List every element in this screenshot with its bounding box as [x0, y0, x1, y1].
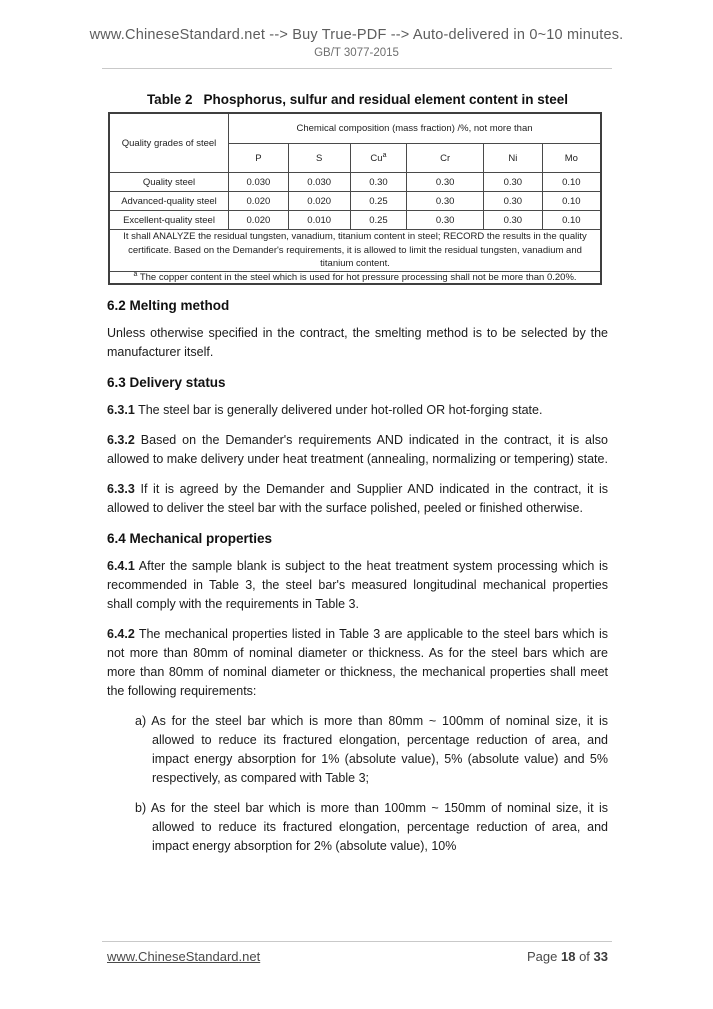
- value-cell: 0.020: [288, 192, 350, 211]
- value-cell: 0.020: [229, 211, 289, 230]
- list-marker: b): [135, 800, 147, 815]
- paragraph-6-4-1: [107, 557, 608, 614]
- clause-text: Based on the Demander's requirements AND indicated in the contract, it is also allowed to make delivery under heat treatment (annealing, normalizing or tempering) state.: [107, 432, 608, 466]
- value-cell: 0.10: [542, 173, 601, 192]
- value-cell: 0.30: [483, 211, 542, 230]
- table2: [108, 112, 602, 285]
- heading-6-3: 6.3 Delivery status: [107, 374, 226, 390]
- table2-note: It shall ANALYZE the residual tungsten, vanadium, titanium content in steel; RECORD the results in the quality certificate. Based on the Demander's requirements, it is allowed to limit the residual tungsten, vanadium and titanium content.: [109, 230, 601, 272]
- value-cell: 0.25: [350, 211, 407, 230]
- clause-number: 6.4.2: [107, 626, 135, 641]
- list-text: As for the steel bar which is more than 100mm ~ 150mm of nominal size, it is allowed to reduce its fractured elongation, percentage reduction of area, and impact energy absorption for 2% (absolute value), 10%: [150, 800, 608, 853]
- clause-number: 6.3.2: [107, 432, 135, 447]
- paragraph-6-3-1: [107, 401, 608, 420]
- paragraph-6-4-2: [107, 625, 608, 701]
- value-cell: 0.30: [407, 192, 484, 211]
- table2-footnote-row: [109, 271, 601, 284]
- list-item: [135, 799, 608, 856]
- table-row: [109, 211, 601, 230]
- paragraph-6-2: Unless otherwise specified in the contract, the smelting method is to be selected by the manufacturer itself.: [107, 325, 608, 359]
- value-cell: 0.030: [288, 173, 350, 192]
- page-header: [0, 0, 713, 69]
- col-header-ni: Ni: [483, 144, 542, 173]
- clause-text: If it is agreed by the Demander and Supplier AND indicated in the contract, it is allowed to deliver the steel bar with the surface polished, peeled or finished otherwise.: [107, 481, 608, 515]
- table-row: [109, 192, 601, 211]
- grade-cell: Quality steel: [109, 173, 229, 192]
- page-content: [107, 92, 608, 856]
- value-cell: 0.030: [229, 173, 289, 192]
- page-current: 18: [560, 949, 576, 964]
- page-total: 33: [593, 949, 608, 964]
- of-label: of: [579, 949, 590, 964]
- clause-number: 6.4.1: [107, 558, 135, 573]
- clause-text: The steel bar is generally delivered under hot-rolled OR hot-forging state.: [138, 402, 543, 417]
- clause-number: 6.3.1: [107, 402, 135, 417]
- paragraph-6-3-2: [107, 431, 608, 469]
- grade-cell: Excellent-quality steel: [109, 211, 229, 230]
- value-cell: 0.10: [542, 211, 601, 230]
- standard-code: GB/T 3077-2015: [314, 47, 399, 59]
- table2-title-text: Phosphorus, sulfur and residual element content in steel: [203, 92, 569, 107]
- footer-divider: [102, 941, 612, 942]
- value-cell: 0.10: [542, 192, 601, 211]
- footnote-text: The copper content in the steel which is used for hot pressure processing shall not be more than 0.20%.: [139, 271, 577, 283]
- cu-footnote-marker: a: [382, 151, 387, 159]
- value-cell: 0.30: [483, 173, 542, 192]
- grade-cell: Advanced-quality steel: [109, 192, 229, 211]
- value-cell: 0.30: [483, 192, 542, 211]
- table2-note-row: [109, 230, 601, 272]
- table2-footnote: [109, 271, 601, 284]
- list-item: [135, 712, 608, 788]
- value-cell: 0.30: [407, 211, 484, 230]
- footnote-marker: a: [133, 270, 138, 278]
- clause-text: The mechanical properties listed in Table 3 are applicable to the steel bars which is not more than 80mm of nominal diameter or thickness. As for the steel bars which are more than 80mm of nominal diameter or thickness, the mechanical properties shall meet the following requirements:: [107, 626, 609, 698]
- col-header-s: S: [288, 144, 350, 173]
- col-header-quality-grades: Quality grades of steel: [109, 113, 229, 173]
- value-cell: 0.30: [350, 173, 407, 192]
- col-header-mo: Mo: [542, 144, 601, 173]
- table2-header-row-1: [109, 113, 601, 144]
- footer-website-link[interactable]: www.ChineseStandard.net: [107, 949, 261, 964]
- value-cell: 0.020: [229, 192, 289, 211]
- col-header-cu: [350, 144, 407, 173]
- value-cell: 0.010: [288, 211, 350, 230]
- col-header-chemical-composition: Chemical composition (mass fraction) /%, not more than: [229, 113, 601, 144]
- table2-title: [107, 92, 608, 107]
- cu-label: Cu: [370, 152, 383, 164]
- col-header-p: P: [229, 144, 289, 173]
- header-divider: [102, 68, 612, 69]
- table-row: [109, 173, 601, 192]
- list-marker: a): [135, 713, 147, 728]
- heading-6-4: 6.4 Mechanical properties: [107, 530, 273, 546]
- header-banner: www.ChineseStandard.net --> Buy True-PDF --> Auto-delivered in 0~10 minutes.: [89, 27, 624, 43]
- heading-6-2: 6.2 Melting method: [107, 297, 230, 313]
- table2-title-label: Table 2: [146, 92, 193, 107]
- value-cell: 0.25: [350, 192, 407, 211]
- value-cell: 0.30: [407, 173, 484, 192]
- paragraph-6-3-3: [107, 480, 608, 518]
- page-indicator: [527, 949, 608, 964]
- clause-text: After the sample blank is subject to the heat treatment system processing which is recommended in Table 3, the steel bar's measured longitudinal mechanical properties shall comply with the requirements in Table 3.: [107, 558, 608, 611]
- clause-number: 6.3.3: [107, 481, 135, 496]
- page-footer: [107, 949, 608, 964]
- list-text: As for the steel bar which is more than 80mm ~ 100mm of nominal size, it is allowed to reduce its fractured elongation, percentage reduction of area, and impact energy absorption for 1% (absolute value), 5% (absolute value) and 5% respectively, as compared with Table 3;: [151, 713, 608, 785]
- col-header-cr: Cr: [407, 144, 484, 173]
- page-label: Page: [526, 949, 558, 964]
